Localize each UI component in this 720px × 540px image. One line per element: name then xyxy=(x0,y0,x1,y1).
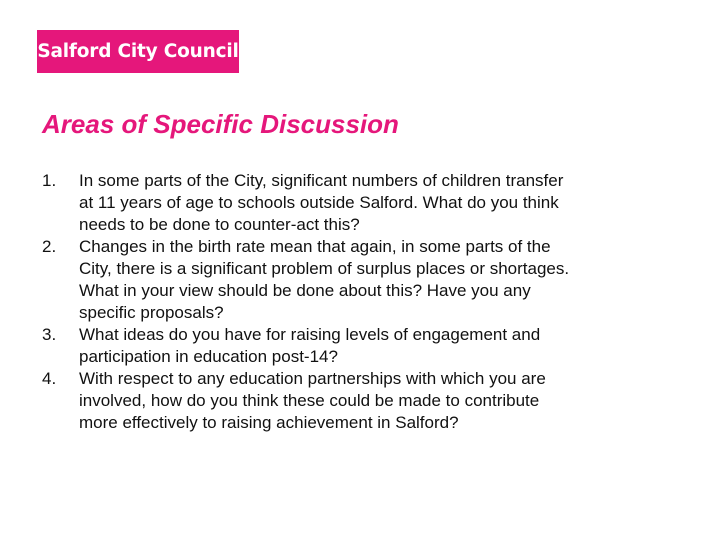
question-text xyxy=(79,368,712,434)
question-text-line: involved, how do you think these could be made to contribute xyxy=(79,391,540,410)
question-text-line: City, there is a significant problem of surplus places or shortages. xyxy=(79,259,570,278)
question-text-line: In some parts of the City, significant numbers of children transfer xyxy=(79,171,564,190)
question-text-line: needs to be done to counter-act this? xyxy=(79,215,360,234)
question-text-line: Changes in the birth rate mean that again, in some parts of the xyxy=(79,237,551,256)
question-text xyxy=(79,236,712,324)
question-text-line: more effectively to raising achievement in Salford? xyxy=(79,413,459,432)
question-item xyxy=(42,170,712,236)
question-text xyxy=(79,170,712,236)
question-item xyxy=(42,236,712,324)
page-title: Areas of Specific Discussion xyxy=(42,109,399,139)
question-text-line: With respect to any education partnerships with which you are xyxy=(79,369,546,388)
question-text-line: What in your view should be done about this? Have you any xyxy=(79,281,531,300)
question-text-line: What ideas do you have for raising levels of engagement and xyxy=(79,325,541,344)
question-text-line: at 11 years of age to schools outside Salford. What do you think xyxy=(79,193,559,212)
question-item xyxy=(42,324,712,368)
question-number: 2. xyxy=(42,237,57,256)
question-number: 1. xyxy=(42,171,57,190)
question-text-line: specific proposals? xyxy=(79,303,224,322)
question-number: 4. xyxy=(42,369,57,388)
discussion-questions-list xyxy=(42,170,712,434)
question-text xyxy=(79,324,712,368)
salford-city-council-logo: Salford City Council xyxy=(37,30,239,73)
question-text-line: participation in education post-14? xyxy=(79,347,338,366)
question-number: 3. xyxy=(42,325,57,344)
question-item xyxy=(42,368,712,434)
